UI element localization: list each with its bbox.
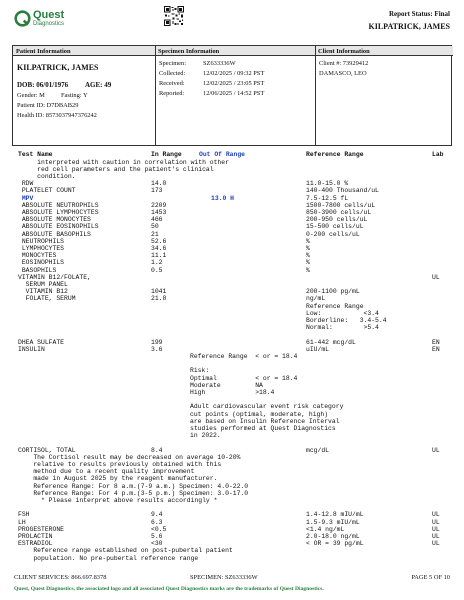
in-range-value: <0.5 [151, 525, 167, 533]
header-lab: Lab [432, 151, 444, 158]
client-info-header: Client Information [315, 46, 453, 56]
reference-range: % [306, 244, 310, 252]
test-name: ABSOLUTE LYMPHOCYTES [18, 208, 99, 216]
comment-line: are based on Insulin Reference Interval [190, 417, 340, 425]
header-patient-name: KILPATRICK, JAMES [368, 22, 450, 31]
header-out-of-range: Out Of Range [199, 151, 246, 158]
comment-line: population. No pre-pubertal reference range [18, 554, 199, 562]
in-range-value: 9.4 [151, 511, 163, 519]
in-range-value: 199 [151, 338, 163, 346]
client-services: CLIENT SERVICES: 866.697.8378 [14, 574, 107, 581]
test-name: PROGESTERONE [18, 525, 65, 533]
specimen-label: Specimen: [159, 60, 186, 67]
comment-line: studies performed at Quest Diagnostics [190, 424, 336, 432]
comment-line: relative to results previously obtained with this [18, 460, 222, 468]
test-name: BASOPHILS [18, 266, 57, 274]
comment-line: The Cortisol result may be decreased on average 10-20% [18, 453, 241, 461]
reference-range: 140-400 Thousand/uL [306, 187, 379, 195]
reference-range: 200-950 cells/uL [306, 216, 368, 224]
in-range-value: 8.4 [151, 446, 163, 454]
in-range-value: 3.6 [151, 345, 163, 353]
comment-line: made in August 2025 by the reagent manufacturer. [18, 475, 218, 483]
reference-range: Low: <3.4 [306, 309, 379, 317]
reference-range: uIU/mL [306, 345, 330, 353]
in-range-value: 34.6 [151, 244, 167, 252]
reference-range: 7.5-12.5 fL [306, 194, 349, 202]
lab-code: UL [432, 273, 440, 281]
test-name: MONOCYTES [18, 252, 57, 260]
reference-range: mcg/dL [306, 446, 330, 454]
in-range-value: 1.2 [151, 259, 163, 267]
test-name: EOSINOPHILS [18, 259, 65, 267]
in-range-value: 21 [151, 230, 159, 238]
lab-code: UL [432, 525, 440, 533]
patient-name: KILPATRICK, JAMES [17, 63, 99, 72]
page-number: PAGE 5 OF 10 [411, 574, 450, 581]
received-value: 12/02/2025 / 23:05 PST [203, 80, 265, 87]
in-range-value: 52.6 [151, 237, 167, 245]
test-name: ABSOLUTE BASOPHILS [18, 230, 91, 238]
reference-range: 1500-7800 cells/uL [306, 201, 376, 209]
reference-range: 0-200 cells/uL [306, 230, 360, 238]
header-test-name: Test Name [18, 151, 53, 158]
reported-label: Reported: [159, 90, 185, 97]
test-name: INSULIN [18, 345, 45, 353]
in-range-value: 0.5 [151, 266, 163, 274]
reported-value: 12/06/2025 / 14:52 PST [203, 90, 265, 97]
reference-range: 11.0-15.0 % [306, 180, 349, 188]
trademark-note: Quest, Quest Diagnostics, the associated logo and all associated Quest Diagnostics marks are the trademarks of Quest Diagnostics. [14, 586, 324, 592]
test-name: MPV [18, 194, 34, 202]
test-name: RDW [18, 180, 34, 188]
report-status: Report Status: Final [388, 10, 450, 18]
patient-id: Patient ID: D7DBAB29 [17, 102, 79, 109]
lab-code: UL [432, 518, 440, 526]
comment-line: Moderate NA [190, 381, 263, 389]
test-name: FSH [18, 511, 30, 519]
comment-line: High >18.4 [190, 388, 275, 396]
comment-line: Risk: [190, 367, 210, 375]
test-name: CORTISOL, TOTAL [18, 446, 76, 454]
comment-line: Reference Range: For 8 a.m.(7-9 a.m.) Specimen: 4.0-22.0 [18, 482, 249, 490]
fasting: Fasting: Y [61, 92, 88, 99]
test-name: SERUM PANEL [18, 280, 68, 288]
client-name: DAMASCO, LEO [319, 70, 367, 77]
received-label: Received: [159, 80, 185, 87]
reference-range: Normal: >5.4 [306, 324, 379, 332]
lab-code: UL [432, 532, 440, 540]
test-name: ABSOLUTE MONOCYTES [18, 216, 91, 224]
reference-range: ng/mL [306, 295, 326, 303]
test-name: PLATELET COUNT [18, 187, 76, 195]
reference-range: 200-1100 pg/mL [306, 288, 360, 296]
collected-value: 12/02/2025 / 09:32 PST [203, 70, 265, 77]
test-name: PROLACTIN [18, 532, 53, 540]
test-name: LYMPHOCYTES [18, 244, 65, 252]
test-name: VITAMIN B12/FOLATE, [18, 273, 91, 281]
reference-range: % [306, 252, 310, 260]
test-name: ESTRADIOL [18, 540, 53, 548]
lab-code: UL [432, 540, 440, 548]
comment-line: Reference range established on post-pubertal patient [18, 547, 233, 555]
test-name: LH [18, 518, 26, 526]
in-range-value: 466 [151, 216, 163, 224]
age: AGE: 49 [85, 81, 112, 89]
comment-line: Reference Range: For 4 p.m.(3-5 p.m.) Specimen: 3.0-17.0 [18, 489, 249, 497]
comment-line: in 2022. [190, 432, 221, 440]
in-range-value: 2209 [151, 201, 167, 209]
lab-code: UL [432, 446, 440, 454]
test-name: VITAMIN B12 [18, 288, 68, 296]
reference-range: <1.4 ng/mL [306, 525, 345, 533]
comment-line: condition. [18, 172, 76, 180]
reference-range: 850-3900 cells/uL [306, 208, 372, 216]
lab-code: EN [432, 345, 440, 353]
reference-range: 1.4-12.8 mIU/mL [306, 511, 364, 519]
reference-range: 2.0-18.0 ng/mL [306, 532, 360, 540]
comment-line: Reference Range < or = 18.4 [190, 352, 298, 360]
in-range-value: 14.0 [151, 180, 167, 188]
in-range-value: <30 [151, 540, 163, 548]
logo-subtitle: Diagnostics [33, 21, 65, 27]
lab-code: UL [432, 511, 440, 519]
out-of-range-value: 13.0 H [211, 194, 235, 202]
in-range-value: 11.1 [151, 252, 167, 260]
patient-info-header: Patient Information [13, 46, 155, 56]
comment-line: * Please interpret above results accordingly * [18, 496, 218, 504]
comment-line: Optimal < or = 18.4 [190, 374, 298, 382]
reference-range: Borderline: 3.4-5.4 [306, 316, 387, 324]
comment-line: cut points (optimal, moderate, high) [190, 410, 329, 418]
test-name: DHEA SULFATE [18, 338, 65, 346]
gender: Gender: M [17, 92, 45, 99]
comment-line: interpreted with caution in correlation with other [18, 158, 229, 166]
test-name: NEUTROPHILS [18, 237, 65, 245]
test-name: ABSOLUTE EOSINOPHILS [18, 223, 99, 231]
in-range-value: 1041 [151, 288, 167, 296]
reference-range: % [306, 237, 310, 245]
header-in-range: In Range [151, 151, 182, 158]
lab-code: EN [432, 338, 440, 346]
comment-line: Adult cardiovascular event risk category [190, 403, 344, 411]
reference-range: 1.5-9.3 mIU/mL [306, 518, 360, 526]
in-range-value: 6.3 [151, 518, 163, 526]
reference-range: 61-442 mcg/dL [306, 338, 356, 346]
health-id: Health ID: 8573037947376242 [17, 112, 97, 119]
specimen-info-header: Specimen Information [155, 46, 315, 56]
client-number: Client #: 73929412 [319, 60, 369, 67]
in-range-value: 1453 [151, 208, 167, 216]
in-range-value: 50 [151, 223, 159, 231]
reference-range: % [306, 266, 310, 274]
in-range-value: 173 [151, 187, 163, 195]
logo-name: Quest [33, 9, 65, 21]
footer-specimen: SPECIMEN: SZ633336W [190, 574, 258, 581]
header-reference-range: Reference Range [306, 151, 364, 158]
comment-line: red cell parameters and the patient's clinical [18, 165, 214, 173]
reference-range: Reference Range [306, 302, 364, 310]
in-range-value: 21.8 [151, 295, 167, 303]
dob: DOB: 06/01/1976 [17, 81, 69, 89]
reference-range: % [306, 259, 310, 267]
in-range-value: 5.6 [151, 532, 163, 540]
reference-range: 15-500 cells/uL [306, 223, 364, 231]
test-name: FOLATE, SERUM [18, 295, 76, 303]
specimen-value: SZ633336W [203, 60, 236, 67]
comment-line: method due to a recent quality improvement [18, 468, 195, 476]
collected-label: Collected: [159, 70, 186, 77]
test-name: ABSOLUTE NEUTROPHILS [18, 201, 99, 209]
reference-range: < OR = 39 pg/mL [306, 540, 364, 548]
